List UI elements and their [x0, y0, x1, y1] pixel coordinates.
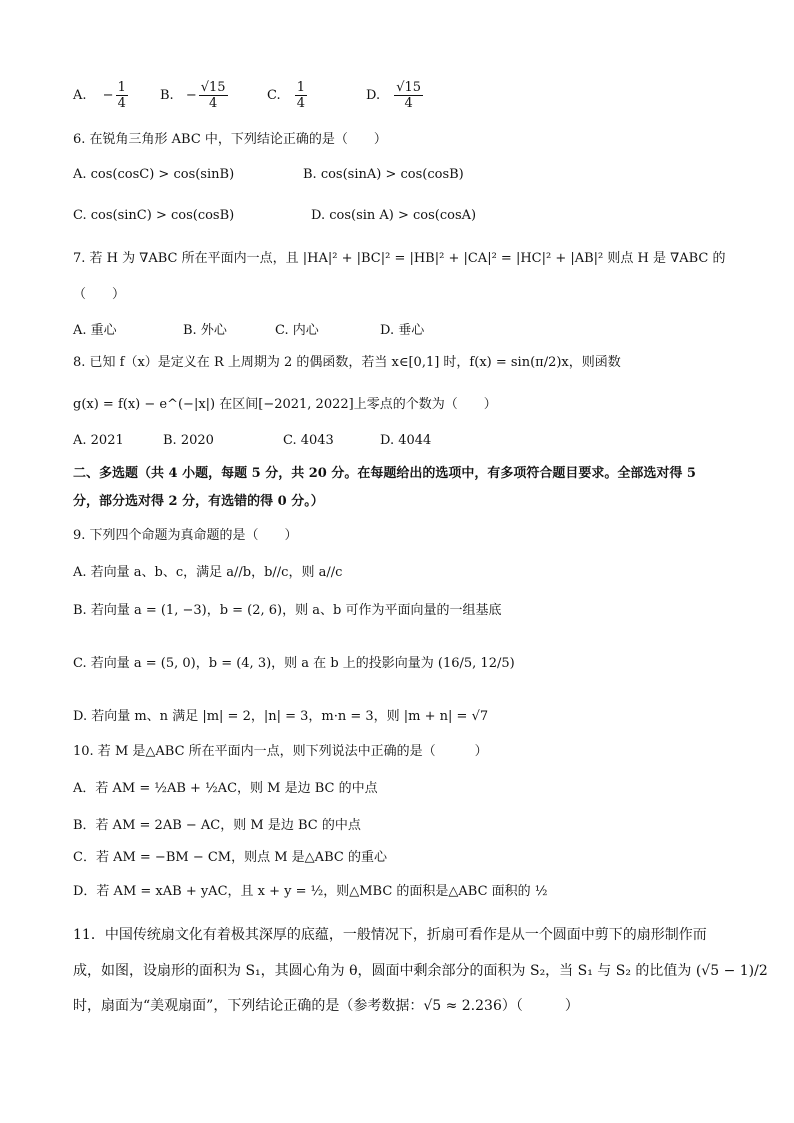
option-label: A. [73, 88, 87, 103]
section2-heading-line1: 二、多选题（共 4 小题，每题 5 分，共 20 分。在每题给出的选项中，有多项符合题目要求。全部选对得 5 [73, 466, 696, 481]
numerator: √15 [200, 80, 226, 95]
q8-option-b: B. 2020 [163, 433, 214, 448]
option-sign: − [185, 88, 197, 103]
q7-option-d: D. 垂心 [380, 323, 425, 338]
q7-paren: （ ） [73, 287, 126, 302]
fraction [199, 80, 228, 111]
fraction [295, 80, 307, 111]
q9-option-a: A. 若向量 a、b、c，满足 a//b，b//c，则 a//c [73, 565, 343, 580]
q10-option-b: B．若 AM = 2AB − AC，则 M 是边 BC 的中点 [73, 818, 361, 833]
q11-line3: 时，扇面为“美观扇面”，下列结论正确的是（参考数据：√5 ≈ 2.236）（ ） [73, 998, 579, 1014]
denominator: 4 [209, 96, 218, 111]
numerator: 1 [296, 80, 306, 95]
q8-stem-2: g(x) = f(x) − e^(−|x|) 在区间[−2021, 2022]上零点的个数为（ ） [73, 397, 497, 412]
option-label: D. [366, 88, 381, 103]
numerator: 1 [117, 80, 126, 95]
q11-line1: 11．中国传统扇文化有着极其深厚的底蕴，一般情况下，折扇可看作是从一个圆面中剪下的扇形制作而 [73, 927, 707, 943]
numerator: √15 [396, 80, 422, 95]
q8-option-d: D. 4044 [380, 433, 432, 448]
q8-option-a: A. 2021 [73, 433, 124, 448]
q6-option-d: D. cos(sin A) > cos(cosA) [311, 208, 477, 223]
q9-option-b: B. 若向量 a = (1, −3)，b = (2, 6)，则 a、b 可作为平面向量的一组基底 [73, 603, 502, 618]
q8-stem: 8. 已知 f（x）是定义在 R 上周期为 2 的偶函数，若当 x∈[0,1] 时，f(x) = sin(π/2)x，则函数 [73, 355, 621, 370]
q8-option-c: C. 4043 [283, 433, 334, 448]
q10-option-d: D．若 AM = xAB + yAC，且 x + y = ½，则△MBC 的面积是△ABC 面积的 ½ [73, 884, 548, 899]
fraction [394, 80, 423, 111]
q7-option-c: C. 内心 [275, 323, 319, 338]
q5-option-d [366, 80, 425, 111]
q9-stem: 9. 下列四个命题为真命题的是（ ） [73, 528, 298, 543]
q9-option-c: C. 若向量 a = (5, 0)，b = (4, 3)，则 a 在 b 上的投影向量为 (16/5, 12/5) [73, 656, 515, 671]
q6-option-c: C. cos(sinC) > cos(cosB) [73, 208, 235, 223]
q7-stem: 7. 若 H 为 ∇ABC 所在平面内一点，且 |HA|² + |BC|² = |HB|² + |CA|² = |HC|² + |AB|² 则点 H 是 ∇ABC 的 [73, 251, 726, 266]
q10-option-c: C．若 AM = −BM − CM，则点 M 是△ABC 的重心 [73, 850, 387, 865]
option-sign: − [102, 88, 114, 103]
q5-option-b [160, 80, 230, 111]
option-label: C. [267, 88, 281, 103]
q11-line2: 成，如图，设扇形的面积为 S₁，其圆心角为 θ，圆面中剩余部分的面积为 S₂，当 S₁ 与 S₂ 的比值为 (√5 − 1)/2 [73, 963, 768, 979]
section2-heading-line2: 分，部分选对得 2 分，有选错的得 0 分。） [73, 494, 324, 509]
q6-stem: 6. 在锐角三角形 ABC 中，下列结论正确的是（ ） [73, 132, 387, 147]
q5-option-a [73, 80, 130, 111]
denominator: 4 [296, 96, 306, 111]
q10-option-a: A．若 AM = ½AB + ½AC，则 M 是边 BC 的中点 [73, 781, 378, 796]
q7-option-a: A. 重心 [73, 323, 117, 338]
denominator: 4 [404, 96, 413, 111]
q5-option-c [267, 80, 309, 111]
q10-stem: 10. 若 M 是△ABC 所在平面内一点，则下列说法中正确的是（ ） [73, 744, 488, 759]
fraction [116, 80, 128, 111]
q7-option-b: B. 外心 [183, 323, 227, 338]
q6-option-b: B. cos(sinA) > cos(cosB) [303, 167, 464, 182]
option-label: B. [160, 88, 174, 103]
q9-option-d: D. 若向量 m、n 满足 |m| = 2，|n| = 3，m·n = 3，则 |m + n| = √7 [73, 709, 489, 724]
q6-option-a: A. cos(cosC) > cos(sinB) [73, 167, 235, 182]
denominator: 4 [117, 96, 126, 111]
